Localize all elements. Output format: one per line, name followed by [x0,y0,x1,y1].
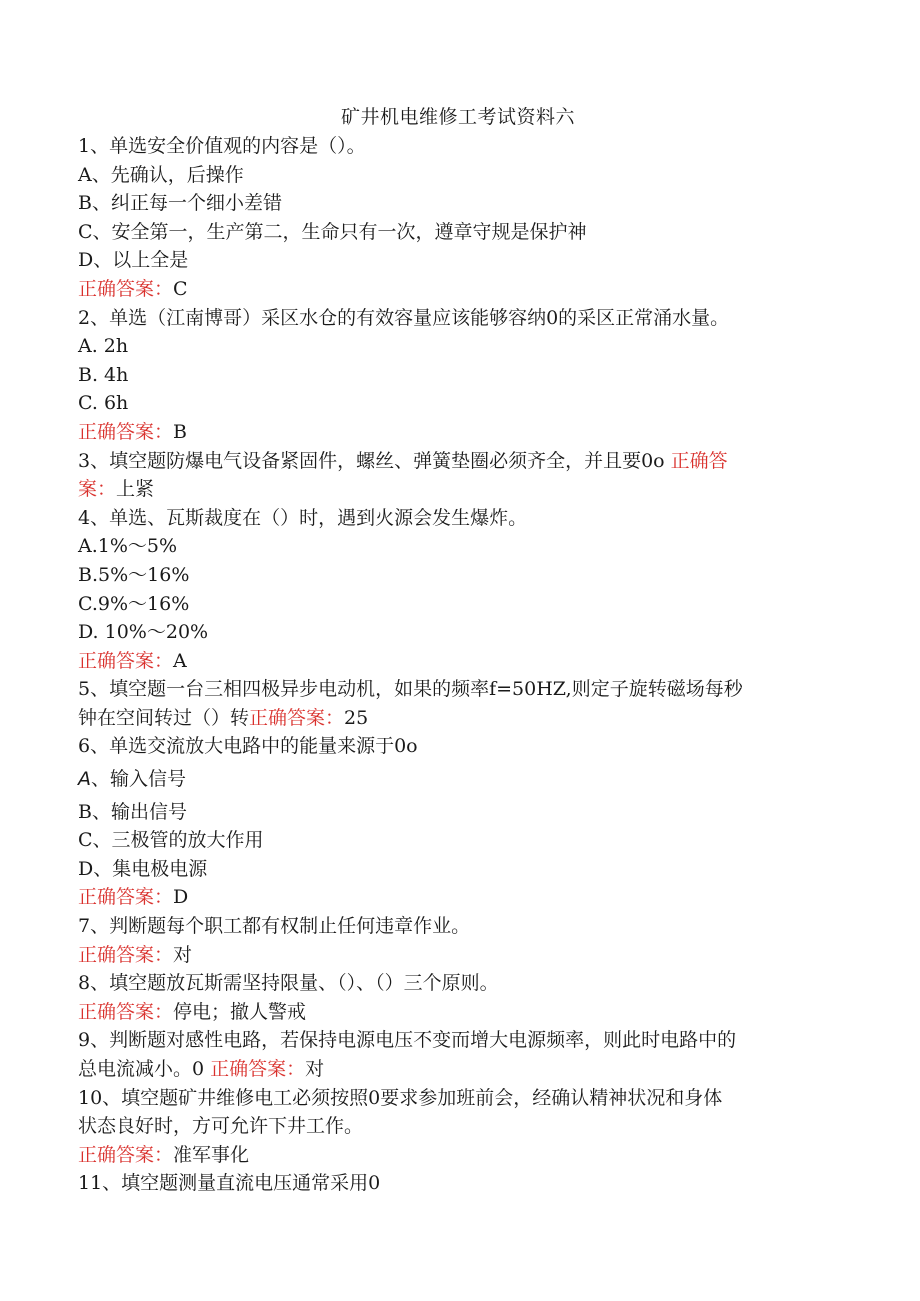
answer-label: 正确答案： [78,1000,174,1023]
question-2-option-a: A. 2h [78,335,129,358]
question-8-stem: 8、填空题放瓦斯需坚持限量、（）、（）三个原则。 [78,972,499,995]
question-6-answer [78,883,838,912]
question-1-stem: 1、单选安全价值观的内容是（）。 [78,135,366,157]
answer-label: 正确答案： [78,886,174,909]
question-2-stem: 2、单选（江南博哥）采区水仓的有效容量应该能够容纳0的采区正常涌水量。 [78,306,730,329]
question-6-option-d: D、集电极电源 [78,857,208,880]
answer-value: 准军事化 [173,1143,250,1166]
answer-value: A [173,649,187,672]
question-6-option-c: C、三极管的放大作用 [78,829,264,852]
question-2-option-c: C. 6h [78,392,129,415]
question-9-stem-line1: 9、判断题对感性电路，若保持电源电压不变而增大电源频率，则此时电路中的 [78,1029,737,1052]
question-4-answer [78,647,838,676]
question-7-answer [78,941,838,970]
question-1-option-c: C、安全第一，生产第二，生命只有一次，遵章守规是保护神 [78,220,587,243]
question-5-text: 钟在空间转过（）转 [78,706,250,729]
answer-value: C [173,277,188,300]
option-letter: A [78,768,91,791]
answer-value: 对 [173,943,193,966]
answer-label: 正确答案： [78,649,174,672]
answer-label: 正确答案： [249,706,345,729]
answer-value: 对 [305,1058,325,1080]
answer-value: 上紧 [116,478,155,501]
answer-label: 正确答案： [78,277,174,300]
question-10-stem-line2: 状态良好时，方可允许下井工作。 [78,1115,364,1138]
question-1-option-b: B、纠正每一个细小差错 [78,192,282,215]
question-1-option-a: A、先确认，后操作 [78,163,244,186]
question-4-option-d: D. 10%～20% [78,621,209,644]
question-3-stem [78,447,838,476]
document-page [78,104,838,1198]
question-10-stem-line1: 10、填空题矿井维修电工必须按照0要求参加班前会，经确认精神状况和身体 [78,1086,723,1109]
question-5-stem-line1: 5、填空题一台三相四极异步电动机，如果的频率f=50HZ,则定子旋转磁场每秒 [78,678,743,701]
question-6-stem: 6、单选交流放大电路中的能量来源于0o [78,735,418,758]
question-4-option-a: A.1%～5% [78,535,178,558]
question-6-option-b: B、输出信号 [78,800,187,823]
question-10-answer [78,1141,838,1170]
document-title: 矿井机电维修工考试资料六 [340,106,575,128]
answer-label: 正确答案： [78,943,174,966]
question-11-stem: 11、填空题测量直流电压通常采用0 [78,1172,381,1195]
question-2-answer [78,418,838,447]
answer-label: 正确答案： [78,420,174,443]
question-9-stem-line2 [78,1055,838,1084]
question-1-option-d: D、以上全是 [78,249,189,272]
answer-value: 停电；撤人警戒 [173,1000,307,1023]
answer-label-part1: 正确答 [670,449,728,472]
question-3-text: 3、填空题防爆电气设备紧固件，螺丝、弹簧垫圈必须齐全，并且要0o [78,449,665,472]
question-9-text: 总电流减小。0 [78,1058,205,1080]
answer-value: 25 [344,706,369,729]
answer-label-part2: 案： [78,478,117,501]
question-4-stem: 4、单选、瓦斯裁度在（）时，遇到火源会发生爆炸。 [78,506,528,529]
question-6-option-a [78,765,838,794]
answer-value: B [173,420,187,443]
answer-label: 正确答案： [78,1143,174,1166]
option-text: 、输入信号 [91,768,187,791]
question-4-option-c: C.9%～16% [78,592,190,615]
answer-label: 正确答案： [210,1058,306,1080]
answer-value: D [173,886,189,909]
question-2-option-b: B. 4h [78,363,129,386]
question-3-answer [78,475,838,504]
question-4-option-b: B.5%～16% [78,563,190,586]
question-5-stem-line2 [78,704,838,733]
question-8-answer [78,998,838,1027]
question-7-stem: 7、判断题每个职工都有权制止任何违章作业。 [78,915,471,938]
question-1-answer [78,275,838,304]
